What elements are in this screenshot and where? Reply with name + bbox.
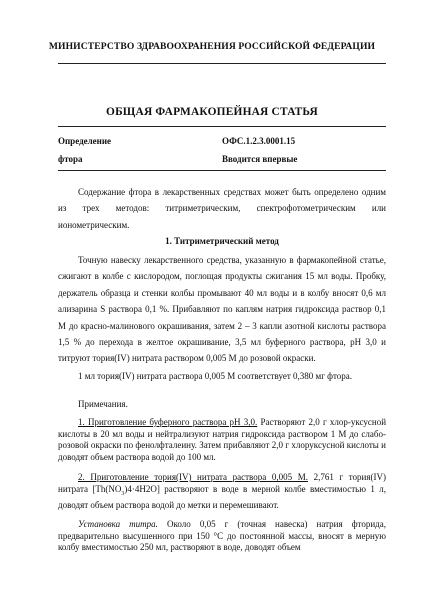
header-rule-bottom (58, 170, 386, 171)
titer-title: Установка титра. (78, 519, 158, 529)
titer-text: Около 0,05 г (точная навеска) натрия фторида, предварительно высушенного при 150 °С до постоянной массы, вносят в мерную колбу вместимостью 250 мл, растворяют в воде, доводят объем (58, 519, 386, 553)
notes-heading: Примечания. (78, 399, 128, 409)
ministry-header: МИНИСТЕРСТВО ЗДРАВООХРАНЕНИЯ РОССИЙСКОЙ ФЕДЕРАЦИИ (48, 41, 376, 52)
section-1-paragraph: Точную навеску лекарственного средства, указанную в фармакопейной статье, сжигают в колбе с кислородом, поглощая продукты сжигания 15 мл воды. Пробку, держатель образца и стенки колбы промывают 40 мл воды и в колбу вносят 0,6 мл ализарина S раствора 0,1 %. Прибавляют по каплям натрия гидроксида раствор 0,1 М до красно-малинового окрашивания, затем 2 – 3 капли азотной кислоты раствора 1,5 % до перехода в желтое окрашивание, 3,5 мл буферного раствора, pH 3,0 и титруют тория(IV) нитрата раствором 0,005 М до розовой окраски. (58, 255, 386, 364)
note-1 (58, 417, 386, 463)
article-status: Вводится впервые (222, 154, 298, 164)
note-1-text: Растворяют 2,0 г хлор-уксусной кислоты в 20 мл воды и нейтрализуют натрия гидроксида раствором 1 М до слабо-розовой окраски по фенолфталеину. Затем прибавляют 2,0 г хлоруксусной кислоты и доводят объем раствора водой до 100 мл. (58, 417, 387, 462)
subject-label-2: фтора (58, 154, 83, 164)
note-2-text-a: 2,761 г тория(IV) нитрата [Th(NO (58, 472, 386, 494)
article-code: ОФС.1.2.3.0001.15 (222, 136, 296, 146)
header-rule-top (58, 126, 386, 127)
titer-paragraph (58, 519, 386, 554)
subject-label: Определение (58, 136, 112, 146)
note-2-title: 2. Приготовление тория(IV) нитрата раствора 0,005 М. (78, 472, 308, 482)
note-1-title: 1. Приготовление буферного раствора рН 3,0. (78, 417, 258, 427)
article-type-title: ОБЩАЯ ФАРМАКОПЕЙНАЯ СТАТЬЯ (106, 106, 318, 118)
note-2-subscript: 3 (121, 490, 125, 497)
section-1-title: 1. Титриметрический метод (165, 236, 279, 246)
equivalence-statement: 1 мл тория(IV) нитрата раствора 0,005 М соответствует 0,380 мг фтора. (78, 371, 353, 381)
intro-paragraph: Содержание фтора в лекарственных средствах может быть определено одним из трех методов: титриметрическим, спектрофотометрическим или ионометрическим. (58, 187, 386, 230)
header-rule (58, 63, 386, 64)
note-2 (58, 472, 386, 512)
note-2-text-b: )4·4H2O] растворяют в воде в мерной колбе вместимостью 1 л, доводят объем раствора водой до метки и перемешивают. (58, 483, 386, 510)
